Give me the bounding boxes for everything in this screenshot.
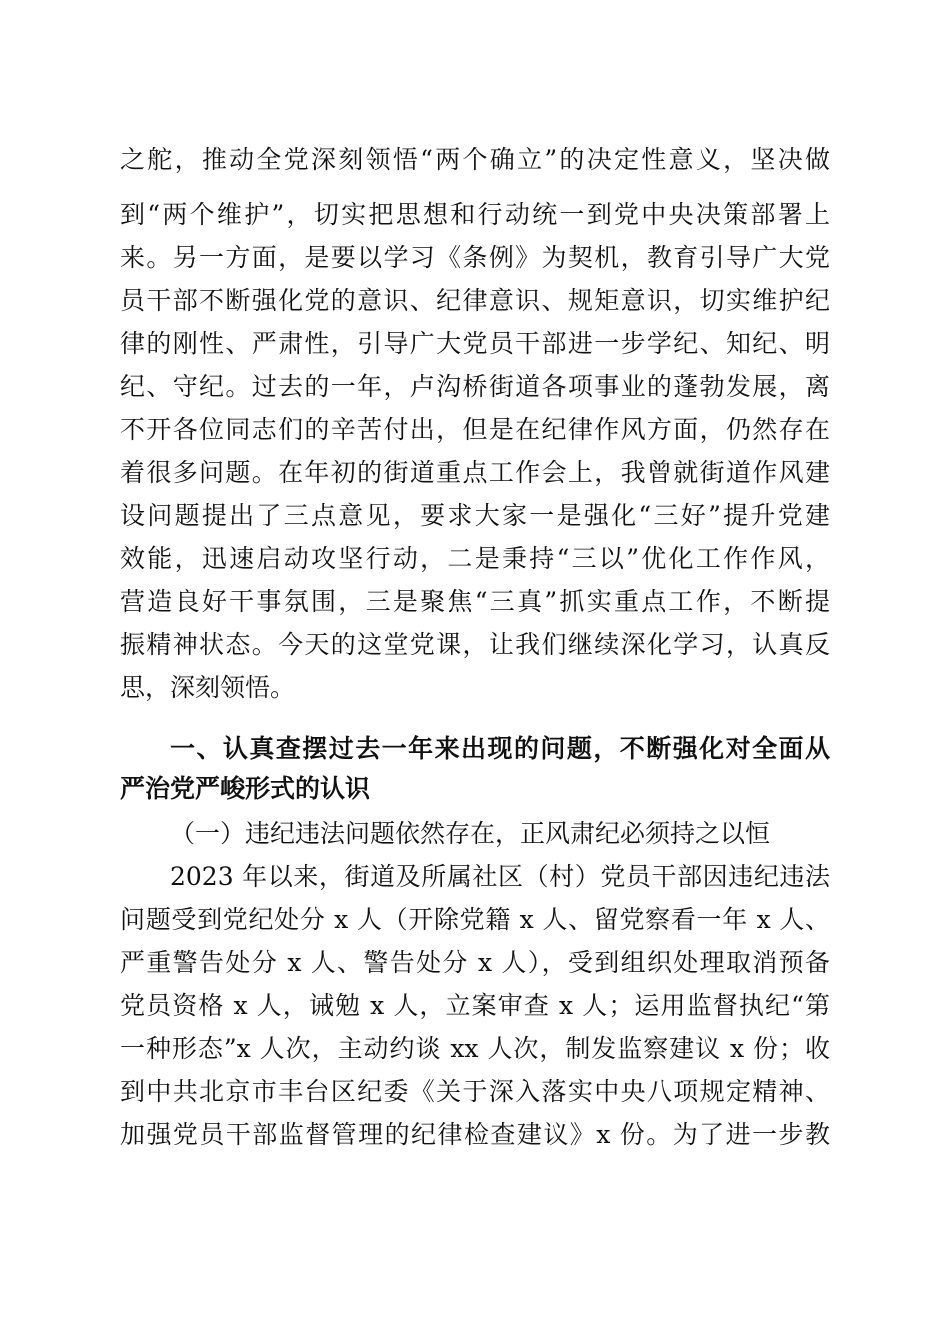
paragraph-line: 之舵，推动全党深刻领悟“两个确立”的决定性意义，坚决做 (120, 145, 830, 174)
paragraph-line: 严重警告处分 x 人、警告处分 x 人），受到组织处理取消预备 (120, 948, 830, 977)
section-heading: 一、认真查摆过去一年来出现的问题，不断强化对全面从 (170, 734, 830, 763)
paragraph-line: 着很多问题。在年初的街道重点工作会上，我曾就街道作风建 (120, 458, 830, 487)
subsection-heading: （一）违纪违法问题依然存在，正风肃纪必须持之以恒 (170, 819, 771, 848)
section-heading: 严治党严峻形式的认识 (120, 774, 371, 803)
paragraph-line: 加强党员干部监督管理的纪律检查建议》x 份。为了进一步教 (120, 1120, 830, 1149)
paragraph-line: 问题受到党纪处分 x 人（开除党籍 x 人、留党察看一年 x 人、 (120, 905, 830, 934)
paragraph-line: 效能，迅速启动攻坚行动，二是秉持“三以”优化工作作风， (120, 544, 830, 573)
paragraph-line: 纪、守纪。过去的一年，卢沟桥街道各项事业的蓬勃发展，离 (120, 372, 830, 401)
paragraph-line: 到中共北京市丰台区纪委《关于深入落实中央八项规定精神、 (120, 1077, 830, 1106)
paragraph-line: 思，深刻领悟。 (120, 673, 296, 702)
paragraph-line: 振精神状态。今天的这堂党课，让我们继续深化学习，认真反 (120, 630, 830, 659)
paragraph-line: 来。另一方面，是要以学习《条例》为契机，教育引导广大党 (120, 243, 830, 272)
paragraph-line: 营造良好干事氛围，三是聚焦“三真”抓实重点工作，不断提 (120, 587, 830, 616)
paragraph-line: 律的刚性、严肃性，引导广大党员干部进一步学纪、知纪、明 (120, 329, 830, 358)
paragraph-line: 设问题提出了三点意见，要求大家一是强化“三好”提升党建 (120, 501, 830, 530)
paragraph-line: 到“两个维护”，切实把思想和行动统一到党中央决策部署上 (120, 200, 830, 229)
paragraph-line: 员干部不断强化党的意识、纪律意识、规矩意识，切实维护纪 (120, 286, 830, 315)
paragraph-line: 一种形态”x 人次，主动约谈 xx 人次，制发监察建议 x 份；收 (120, 1034, 830, 1063)
paragraph-line: 党员资格 x 人，诫勉 x 人，立案审查 x 人；运用监督执纪“第 (120, 991, 830, 1020)
paragraph-line: 2023 年以来，街道及所属社区（村）党员干部因违纪违法 (170, 862, 830, 891)
paragraph-line: 不开各位同志们的辛苦付出，但是在纪律作风方面，仍然存在 (120, 415, 830, 444)
